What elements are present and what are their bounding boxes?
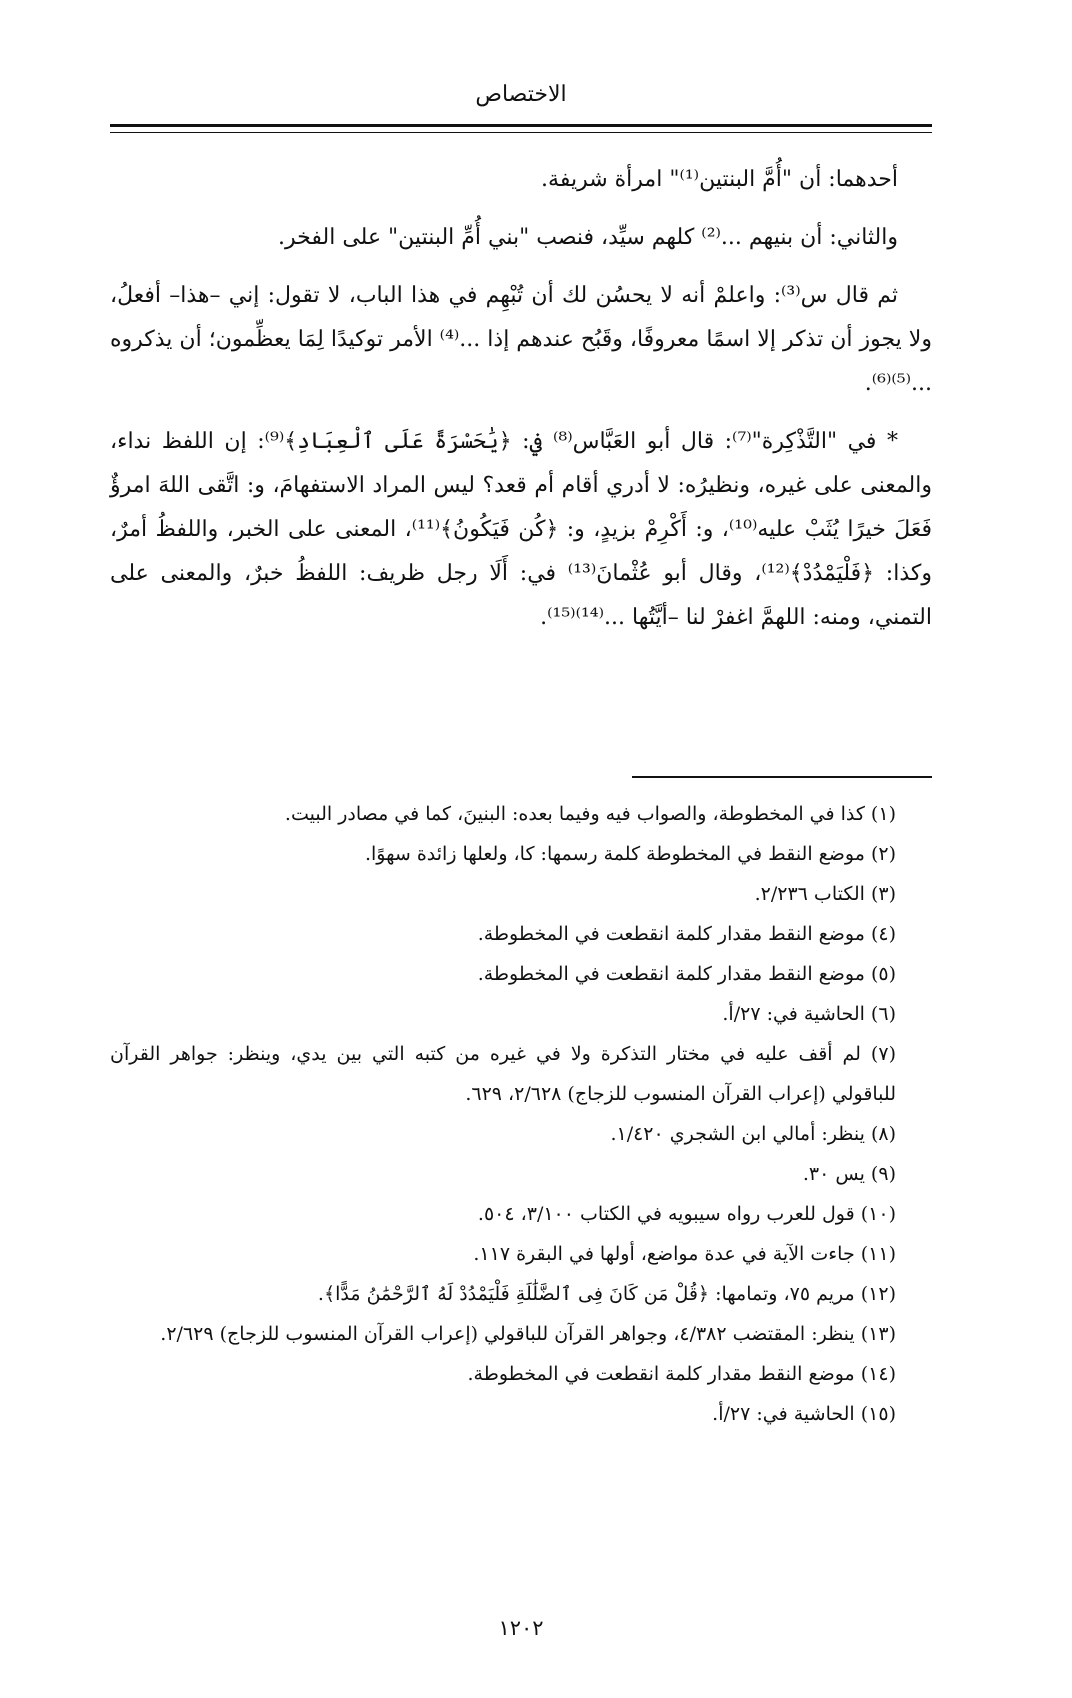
main-text (110, 158, 932, 654)
paragraph: ثم قال س⁽³⁾: واعلمْ أنه لا يحسُن لك أن تُبْهِم في هذا الباب، لا تقول: إني –هذا– أفعلُ، ولا يجوز أن تذكر إلا اسمًا معروفًا، وقَبُح عندهم إذا ...⁽⁴⁾ الأمر توكيدًا لِمَا يعظِّمون؛ أن يذكروه ...⁽⁵⁾⁽⁶⁾. (110, 283, 932, 396)
footnote: (٣) الكتاب ٢/٢٣٦. (754, 883, 896, 905)
paragraph: أحدهما: أن "أُمَّ البنتين⁽¹⁾" امرأة شريفة. (541, 167, 898, 192)
footnote: (٥) موضع النقط مقدار كلمة انقطعت في المخطوطة. (477, 963, 896, 985)
footnote: (٤) موضع النقط مقدار كلمة انقطعت في المخطوطة. (477, 923, 896, 945)
paragraph: والثاني: أن بنيهم ...⁽²⁾ كلهم سيِّد، فنصب "بني أُمِّ البنتين" على الفخر. (278, 225, 898, 250)
page-number: ١٢٠٢ (498, 1616, 544, 1640)
footnote: (١٣) ينظر: المقتضب ٤/٣٨٢، وجواهر القرآن للباقولي (إعراب القرآن المنسوب للزجاج) ٢/٦٢٩. (160, 1323, 896, 1345)
footnote: (٧) لم أقف عليه في مختار التذكرة ولا في غيره من كتبه التي بين يدي، وينظر: جواهر القرآن للباقولي (إعراب القرآن المنسوب للزجاج) ٢/٦٢٨، ٦٢٩. (110, 1043, 896, 1105)
footnote: (١٢) مريم ٧٥، وتمامها: ﴿قُلْ مَن كَانَ فِى ٱلضَّلَٰلَةِ فَلْيَمْدُدْ لَهُ ٱلرَّحْمَٰنُ مَدًّا﴾. (317, 1283, 896, 1305)
book-page (110, 0, 932, 1698)
footnotes (110, 794, 932, 1434)
running-header: الاختصاص (475, 82, 567, 107)
footnote-separator (632, 776, 932, 778)
footnote: (١٥) الحاشية في: ٢٧/أ. (712, 1403, 896, 1425)
footnote: (١٤) موضع النقط مقدار كلمة انقطعت في المخطوطة. (467, 1363, 896, 1385)
footnote: (٢) موضع النقط في المخطوطة كلمة رسمها: كا، ولعلها زائدة سهوًا. (364, 843, 896, 865)
header-rule-thin (110, 132, 932, 133)
footnote: (٨) ينظر: أمالي ابن الشجري ١/٤٢٠. (610, 1123, 896, 1145)
paragraph: * في "التَّذْكِرة"⁽⁷⁾: قال أبو العَبَّاس⁽⁸⁾ في: ﴿يَٰحَسْرَةً عَلَى ٱلْعِبَادِ﴾⁽⁹⁾: إن اللفظ نداء، والمعنى على غيره، ونظيرُه: لا أدري أقام أم قعد؟ ليس المراد الاستفهامَ، و: اتَّقى اللهَ امرؤٌ فَعَلَ خيرًا يُثَبْ عليه⁽¹⁰⁾، و: أَكْرِمْ بزيدٍ، و: ﴿كُن فَيَكُونُ﴾⁽¹¹⁾، المعنى على الخبر، واللفظُ أمرٌ، وكذا: ﴿فَلْيَمْدُدْ﴾⁽¹²⁾، وقال أبو عُثْمانَ⁽¹³⁾ في: أَلَا رجل ظريف: اللفظُ خبرٌ، والمعنى على التمني، ومنه: اللهمَّ اغفرْ لنا –أيَّتُها ...⁽¹⁴⁾⁽¹⁵⁾. (110, 429, 933, 630)
footnote: (٩) يس ٣٠. (802, 1163, 896, 1185)
header-rule-thick (110, 124, 932, 127)
footnote: (١) كذا في المخطوطة، والصواب فيه وفيما بعده: البنينَ، كما في مصادر البيت. (284, 803, 896, 825)
footnote: (١٠) قول للعرب رواه سيبويه في الكتاب ٣/١٠٠، ٥٠٤. (477, 1203, 896, 1225)
footnote: (١١) جاءت الآية في عدة مواضع، أولها في البقرة ١١٧. (473, 1243, 896, 1265)
footnote: (٦) الحاشية في: ٢٧/أ. (722, 1003, 896, 1025)
